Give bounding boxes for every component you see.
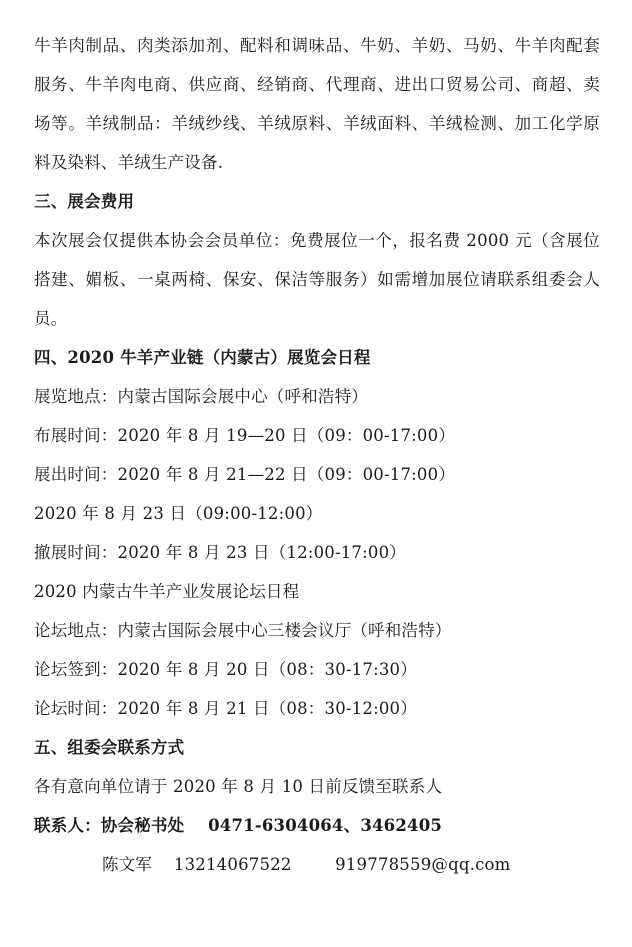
paragraph-forum-title: 2020 内蒙古牛羊产业发展论坛日程: [34, 582, 300, 601]
paragraph-fee-detail: 本次展会仅提供本协会会员单位：免费展位一个，报名费 2000 元（含展位搭建、媚板、一桌两椅、保安、保洁等服务）如需增加展位请联系组委会人员。: [34, 231, 600, 328]
paragraph-setup-time: 布展时间：2020 年 8 月 19—20 日（09：00-17:00）: [34, 426, 456, 445]
heading-section-three: 三、展会费用: [34, 192, 135, 211]
document-body: [34, 26, 600, 884]
paragraph-expo-venue: 展览地点：内蒙古国际会展中心（呼和浩特）: [34, 387, 368, 406]
heading-section-four: 四、2020 牛羊产业链（内蒙古）展览会日程: [34, 348, 371, 367]
paragraph-contact-person: 陈文军 13214067522 919778559@qq.com: [102, 855, 511, 874]
paragraph-exhibit-time: 展出时间：2020 年 8 月 21—22 日（09：00-17:00）: [34, 465, 456, 484]
paragraph-feedback-deadline: 各有意向单位请于 2020 年 8 月 10 日前反馈至联系人: [34, 777, 443, 796]
paragraph-exhibit-time-day3: 2020 年 8 月 23 日（09:00-12:00）: [34, 504, 323, 523]
paragraph-teardown-time: 撤展时间：2020 年 8 月 23 日（12:00-17:00）: [34, 543, 406, 562]
paragraph-forum-venue: 论坛地点：内蒙古国际会展中心三楼会议厅（呼和浩特）: [34, 621, 452, 640]
paragraph-contact-office: 联系人：协会秘书处 0471-6304064、3462405: [34, 816, 443, 835]
heading-section-five: 五、组委会联系方式: [34, 738, 185, 757]
paragraph-forum-signin: 论坛签到：2020 年 8 月 20 日（08：30-17:30）: [34, 660, 417, 679]
paragraph-product-scope: 牛羊肉制品、肉类添加剂、配料和调味品、牛奶、羊奶、马奶、牛羊肉配套服务、牛羊肉电商、供应商、经销商、代理商、进出口贸易公司、商超、卖场等。羊绒制品：羊绒纱线、羊绒原料、羊绒面料、羊绒检测、加工化学原料及染料、羊绒生产设备.: [34, 36, 600, 172]
paragraph-forum-time: 论坛时间：2020 年 8 月 21 日（08：30-12:00）: [34, 699, 417, 718]
